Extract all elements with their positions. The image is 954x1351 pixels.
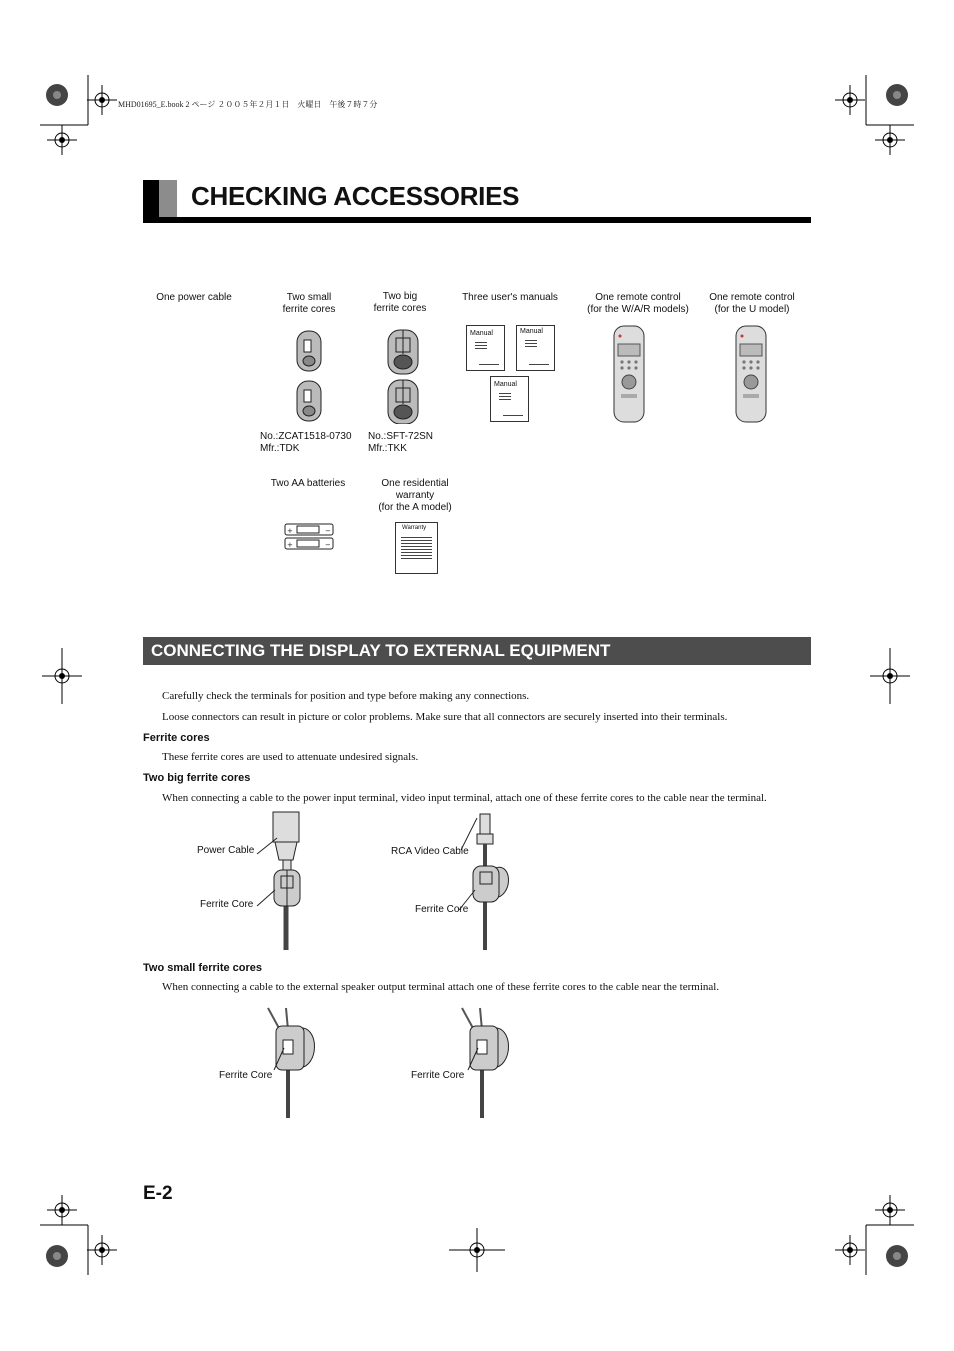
rca-cable-ferrite-figure <box>455 810 525 952</box>
ferrite-core-label: Ferrite Core <box>411 1070 465 1081</box>
svg-text:−: − <box>325 527 331 535</box>
power-cable-label: Power Cable <box>197 845 255 856</box>
page-number: E-2 <box>143 1183 173 1204</box>
title-block-black <box>143 180 159 218</box>
caption-batteries: Two AA batteries <box>270 478 346 489</box>
aa-batteries-illustration <box>283 522 335 552</box>
intro-paragraph-1: Carefully check the terminals for position and type before making any connections. <box>162 690 530 702</box>
warranty-label: Warranty <box>402 525 427 531</box>
ferrite-cores-heading: Ferrite cores <box>143 732 210 744</box>
print-header: MHD01695_E.book 2 ページ ２００５年２月１日 火曜日 午後７時７分 <box>118 100 378 109</box>
caption-manuals: Three user's manuals <box>462 292 558 303</box>
big-ferrite-text: When connecting a cable to the power input terminal, video input terminal, attach one of these ferrite cores to the cable near the terminal. <box>162 792 767 804</box>
rca-cable-label: RCA Video Cable <box>391 846 469 857</box>
caption-big-ferrite: Two big ferrite cores <box>373 291 427 314</box>
caption-remote-u: One remote control (for the U model) <box>709 292 795 315</box>
small-ferrite-heading: Two small ferrite cores <box>143 962 263 974</box>
ferrite-cores-text: These ferrite cores are used to attenuate undesired signals. <box>162 751 419 763</box>
manual-label: Manual <box>470 330 493 337</box>
manual-label: Manual <box>494 381 517 388</box>
caption-power-cable: One power cable <box>156 292 232 303</box>
small-ferrite-text: When connecting a cable to the external speaker output terminal attach one of these ferrite cores to the cable near the terminal. <box>162 981 720 993</box>
svg-text:−: − <box>325 541 331 549</box>
section-heading: CONNECTING THE DISPLAY TO EXTERNAL EQUIPMENT <box>151 641 611 660</box>
big-ferrite-part-number: No.:SFT-72SN Mfr.:TKK <box>368 431 434 454</box>
small-ferrite-figure-1 <box>262 1004 326 1120</box>
section-heading-bar <box>143 637 811 665</box>
small-ferrite-figure-2 <box>456 1004 520 1120</box>
manual-label: Manual <box>520 328 543 335</box>
manual-illustration-1 <box>466 325 505 371</box>
small-ferrite-core-illustration <box>292 328 326 424</box>
remote-control-u-illustration <box>734 324 768 424</box>
page-title: CHECKING ACCESSORIES <box>191 181 520 211</box>
caption-warranty: One residential warranty (for the A model) <box>378 478 452 513</box>
ferrite-core-label: Ferrite Core <box>415 904 469 915</box>
power-cable-ferrite-figure <box>255 810 315 952</box>
caption-remote-war: One remote control (for the W/A/R models) <box>587 292 689 315</box>
big-ferrite-heading: Two big ferrite cores <box>143 772 251 784</box>
ferrite-core-label: Ferrite Core <box>219 1070 273 1081</box>
big-ferrite-core-illustration <box>384 328 422 424</box>
warranty-illustration <box>395 522 438 574</box>
caption-small-ferrite: Two small ferrite cores <box>282 292 336 315</box>
title-block-gray <box>159 180 177 218</box>
ferrite-core-label: Ferrite Core <box>200 899 254 910</box>
svg-text:+: + <box>287 527 293 535</box>
manual-illustration-2 <box>516 325 555 371</box>
manual-illustration-3 <box>490 376 529 422</box>
intro-paragraph-2: Loose connectors can result in picture or color problems. Make sure that all connectors are securely inserted into their terminals. <box>162 711 728 723</box>
remote-control-war-illustration <box>612 324 646 424</box>
small-ferrite-part-number: No.:ZCAT1518-0730 Mfr.:TDK <box>260 431 352 454</box>
title-underline <box>143 217 811 223</box>
svg-text:+: + <box>287 541 293 549</box>
